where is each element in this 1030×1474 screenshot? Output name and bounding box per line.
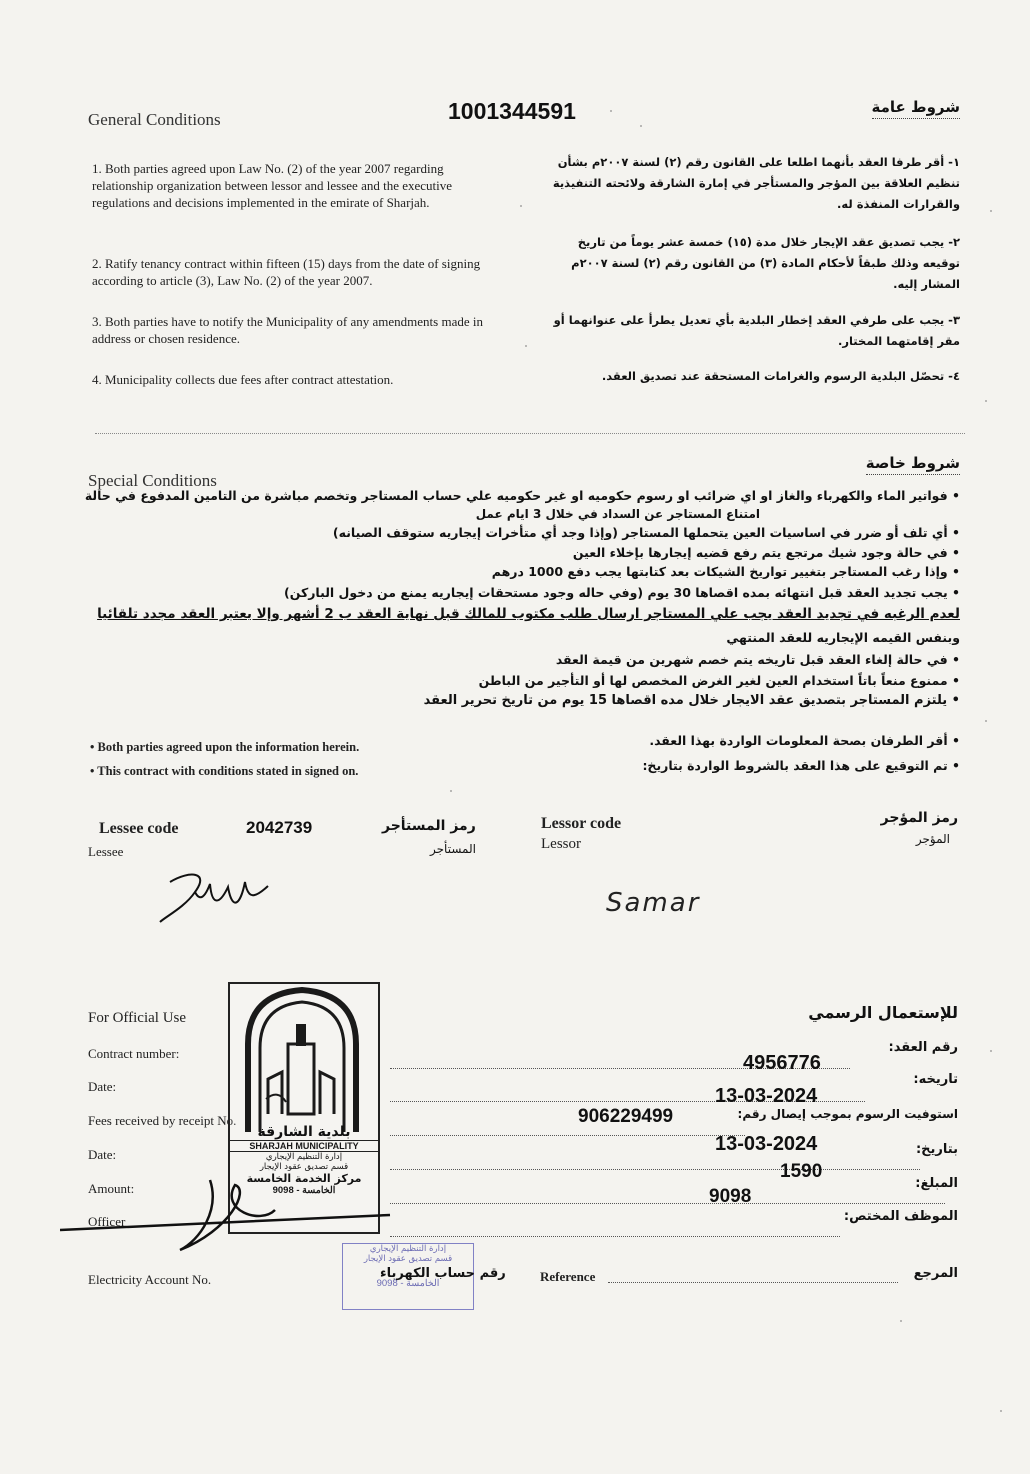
stamp-dept-line1: إدارة التنظيم الإيجاري <box>265 1152 343 1162</box>
officer-value: 9098 <box>709 1186 752 1207</box>
stamp-officer-code: الخامسة - 9098 <box>272 1185 336 1196</box>
lessor-label-ar: المؤجر <box>915 832 950 846</box>
scan-noise <box>525 345 527 347</box>
special-condition-line: وبنفس القيمه الإيجاريه للعقد المنتهي <box>726 630 960 645</box>
scan-noise <box>450 790 452 792</box>
reference-label-en: Reference <box>540 1269 596 1284</box>
municipality-logo-icon <box>230 984 374 1134</box>
lessor-code-label: Lessor code <box>541 815 622 832</box>
lessee-label: Lessee <box>88 844 124 859</box>
special-condition-line: • ممنوع منعاً باتاً استخدام العين لغير الغرض المخصص لها أو التأجير من الباطن <box>478 673 960 688</box>
agreement-ar-1: • أقر الطرفان بصحة المعلومات الواردة بهذا العقد. <box>649 733 960 748</box>
blue-stamp-line1: إدارة التنظيم الإيجاري <box>369 1244 447 1254</box>
official-line <box>390 1135 745 1136</box>
scan-noise <box>990 210 992 212</box>
lessor-signature: Samar <box>606 888 701 918</box>
general-conditions-title-ar: شروط عامة <box>872 98 960 119</box>
lessee-label-ar: المستأجر <box>430 842 476 856</box>
official-label-ar: المبلغ: <box>915 1176 958 1191</box>
general-conditions-title-en: General Conditions <box>88 110 221 129</box>
reference-line <box>608 1282 898 1283</box>
amount-value: 1590 <box>780 1161 823 1182</box>
scan-noise <box>985 400 987 402</box>
lessee-code-label: Lessee code <box>99 820 179 837</box>
special-condition-line: • أي تلف أو ضرر في اساسيات العين يتحملها المستاجر (وإذا وجد أي متأخرات إيجاريه ستوقف الصيانه) <box>332 525 960 540</box>
official-label-receipt-date: Date: <box>88 1147 117 1162</box>
general-condition-en-1: 1. Both parties agreed upon Law No. (2) of the year 2007 regarding relationship organization between lessor and lessee and the executive regulations and decisions implemented in the emirate of Sharjah. <box>92 161 453 210</box>
lessor-label: Lessor <box>541 836 581 852</box>
agreement-en-2: • This contract with conditions stated in signed on. <box>90 764 359 778</box>
special-condition-line: • في حالة وجود شيك مرتجع يتم رفع قضيه إيجارها بإخلاء العين <box>572 545 960 560</box>
electricity-account-label-en: Electricity Account No. <box>88 1272 212 1287</box>
official-label-receipt: Fees received by receipt No. <box>88 1113 237 1128</box>
general-condition-ar-1: ١- أقر طرفا العقد بأنهما اطلعا على القانون رقم (٢) لسنة ٢٠٠٧م بشأن تنظيم العلاقة بين المؤجر والمستأجر في إمارة الشارقة ولائحته التنفيذية والقرارات المنفذة له. <box>552 155 960 211</box>
special-condition-line: • يجب تجديد العقد قبل انتهائه بمده اقصاها 30 يوم (وفي حاله وجود مستحقات إيجاريه يمنع من دخول الباركن) <box>283 585 960 600</box>
scan-noise <box>985 720 987 722</box>
lessee-code-label-ar: رمز المستأجر <box>382 818 476 834</box>
scan-noise <box>990 1050 992 1052</box>
official-use-title-en: For Official Use <box>88 1010 187 1026</box>
general-condition-ar-3: ٣- يجب على طرفي العقد إخطار البلدية بأي تعديل يطرأ على عنوانهما أو مقر إقامتهما المختار. <box>553 313 960 348</box>
stamp-city-ar: بلدية الشارقة <box>257 1124 351 1140</box>
special-condition-line: • فواتير الماء والكهرباء والغاز او اي ضرائب او رسوم حكوميه او غير حكوميه علي حساب المستاجر وتخصم مباشرة من التامين المدفوع في حالة <box>84 488 960 503</box>
special-condition-line: • في حالة إلغاء العقد قبل تاريخه يتم خصم شهرين من قيمة العقد <box>555 652 960 667</box>
lessor-code-label-ar: رمز المؤجر <box>880 810 958 826</box>
general-condition-en-4: 4. Municipality collects due fees after contract attestation. <box>92 372 394 387</box>
official-label-ar: تاريخه: <box>913 1072 958 1087</box>
section-divider <box>95 433 965 434</box>
official-label-ar: بتاريخ: <box>915 1142 958 1157</box>
official-label-ar: الموظف المختص: <box>843 1209 958 1224</box>
official-label-date: Date: <box>88 1079 117 1094</box>
official-label-amount: Amount: <box>88 1181 135 1196</box>
scan-noise <box>900 1320 902 1322</box>
official-line <box>390 1236 840 1237</box>
official-label-contract-number: Contract number: <box>88 1046 180 1061</box>
stamp-dept-line2: قسم تصديق عقود الإيجار <box>259 1162 349 1172</box>
special-condition-line: • يلتزم المستاجر بتصديق عقد الايجار خلال مده اقصاها 15 يوم من تاريخ تحرير العقد <box>423 693 960 708</box>
general-condition-en-3: 3. Both parties have to notify the Municipality of any amendments made in address or chosen residence. <box>92 314 483 346</box>
official-label-officer: Officer <box>88 1214 126 1229</box>
official-label-ar: استوفيت الرسوم بموجب إيصال رقم: <box>737 1107 958 1121</box>
official-line <box>390 1203 945 1204</box>
special-condition-line: لعدم الرغبه في تجديد العقد يجب علي المستاجر ارسال طلب مكتوب للمالك قبل نهاية العقد ب 2 أشهر وإلا يعتبر العقد مجدد تلقائيا <box>97 606 960 622</box>
official-line <box>390 1169 920 1170</box>
reference-label-ar: المرجع <box>913 1266 958 1281</box>
scan-noise <box>610 110 612 112</box>
general-condition-en-2: 2. Ratify tenancy contract within fifteen (15) days from the date of signing according to article (3), Law No. (2) of the year 2007. <box>92 256 481 288</box>
agreement-ar-2: • تم التوقيع على هذا العقد بالشروط الواردة بتاريخ: <box>642 758 960 773</box>
general-condition-ar-2: ٢- يجب تصديق عقد الإيجار خلال مدة (١٥) خمسة عشر يوماً من تاريخ توقيعه وذلك طبقاً لأحكام المادة (٣) من القانون رقم (٢) لسنة ٢٠٠٧م المشار إليه. <box>571 235 960 291</box>
agreement-en-1: • Both parties agreed upon the information herein. <box>90 740 360 754</box>
special-condition-line: • وإذا رغب المستاجر بتغيير تواريخ الشيكات بعد كتابتها يجب دفع 1000 درهم <box>491 564 960 579</box>
lessee-code-value: 2042739 <box>246 818 313 837</box>
stamp-city-en: SHARJAH MUNICIPALITY <box>230 1140 378 1152</box>
receipt-number-value: 906229499 <box>578 1106 674 1127</box>
scan-noise <box>520 205 522 207</box>
scan-noise <box>1000 1410 1002 1412</box>
contract-number-value: 4956776 <box>743 1052 821 1074</box>
special-condition-line: امتناع المستاجر عن السداد في خلال 3 ايام عمل <box>475 507 760 521</box>
contract-document-number: 1001344591 <box>448 98 576 124</box>
electricity-account-label-ar: رقم حساب الكهرباء <box>380 1266 506 1281</box>
lessee-signature <box>150 862 290 932</box>
special-conditions-title-en: Special Conditions <box>88 471 217 490</box>
general-condition-ar-4: ٤- تحصّل البلدية الرسوم والغرامات المستحقة عند تصديق العقد. <box>601 369 960 383</box>
official-label-ar: رقم العقد: <box>888 1040 958 1055</box>
scan-noise <box>640 125 642 127</box>
blue-stamp-line3: الخامسة - 9098 <box>376 1278 440 1289</box>
stamp-center: مركز الخدمة الخامسة <box>246 1172 362 1185</box>
special-conditions-title-ar: شروط خاصة <box>866 454 960 475</box>
blue-stamp-line2: قسم تصديق عقود الإيجار <box>363 1254 453 1264</box>
official-use-title-ar: للإستعمال الرسمي <box>808 1003 958 1022</box>
contract-date-value: 13-03-2024 <box>715 1085 818 1107</box>
receipt-date-value: 13-03-2024 <box>715 1133 818 1155</box>
